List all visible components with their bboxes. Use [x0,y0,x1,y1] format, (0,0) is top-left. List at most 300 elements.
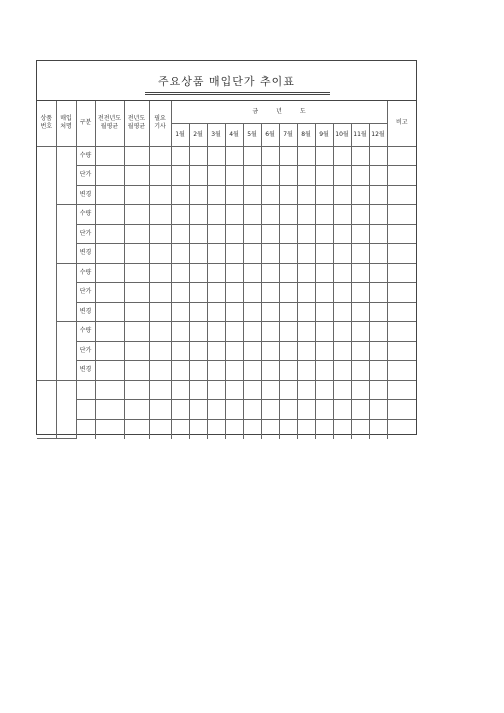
data-cell[interactable] [333,361,351,381]
data-cell[interactable] [315,322,333,342]
data-cell[interactable] [297,283,315,303]
data-cell[interactable] [387,361,416,381]
data-cell[interactable] [225,380,243,400]
data-cell[interactable] [261,224,279,244]
data-cell[interactable] [149,166,171,186]
table-row [37,400,416,420]
data-cell[interactable] [124,380,149,400]
data-cell[interactable] [387,146,416,166]
data-cell[interactable] [369,322,387,342]
data-cell[interactable] [95,400,124,420]
data-cell[interactable] [171,380,189,400]
data-cell[interactable] [315,419,333,439]
data-cell[interactable] [387,400,416,420]
data-cell[interactable] [333,244,351,264]
data-cell[interactable] [369,419,387,439]
data-cell[interactable] [369,341,387,361]
category-cell: 단가 [76,283,95,303]
data-cell[interactable] [124,361,149,381]
data-cell[interactable] [297,166,315,186]
data-cell[interactable] [369,283,387,303]
category-cell: 수량 [76,322,95,342]
data-cell[interactable] [261,361,279,381]
data-cell[interactable] [149,380,171,400]
data-cell[interactable] [315,263,333,283]
data-cell[interactable] [369,400,387,420]
data-cell[interactable] [369,302,387,322]
data-cell[interactable] [171,166,189,186]
data-cell[interactable] [279,302,297,322]
table-row [37,185,416,205]
data-cell[interactable] [124,400,149,420]
data-cell[interactable] [207,185,225,205]
header-category: 구분 [76,101,95,146]
data-cell[interactable] [207,205,225,225]
data-cell[interactable] [369,205,387,225]
header-product-no: 상품 번호 [37,101,56,146]
header-month: 10월 [333,123,351,146]
data-cell[interactable] [333,400,351,420]
data-cell[interactable] [387,166,416,186]
data-cell[interactable] [171,361,189,381]
data-cell[interactable] [95,205,124,225]
category-cell: 수량 [76,146,95,166]
data-cell[interactable] [243,361,261,381]
data-cell[interactable] [225,419,243,439]
data-cell[interactable] [261,419,279,439]
table-row [37,380,416,400]
table-row [37,166,416,186]
data-cell[interactable] [387,263,416,283]
data-cell[interactable] [351,380,369,400]
data-cell[interactable] [297,322,315,342]
category-cell: 수량 [76,205,95,225]
header-month: 12월 [369,123,387,146]
title-area [37,61,416,101]
data-cell[interactable] [124,283,149,303]
data-cell[interactable] [369,263,387,283]
supplier-cell[interactable] [56,322,76,381]
data-cell[interactable] [243,166,261,186]
data-cell[interactable] [149,302,171,322]
data-cell[interactable] [351,361,369,381]
data-cell[interactable] [189,419,207,439]
data-cell[interactable] [333,185,351,205]
data-cell[interactable] [124,341,149,361]
data-cell[interactable] [95,322,124,342]
data-cell[interactable] [279,380,297,400]
data-cell[interactable] [207,224,225,244]
data-cell[interactable] [95,283,124,303]
data-cell[interactable] [225,146,243,166]
data-cell[interactable] [124,166,149,186]
data-cell[interactable] [189,341,207,361]
data-cell[interactable] [243,341,261,361]
header-month: 6월 [261,123,279,146]
data-cell[interactable] [351,263,369,283]
data-cell[interactable] [315,205,333,225]
data-cell[interactable] [279,341,297,361]
supplier-cell[interactable] [56,263,76,322]
data-cell[interactable] [171,146,189,166]
product-no-cell[interactable] [37,146,56,380]
data-cell[interactable] [279,322,297,342]
form-sheet [36,60,417,435]
data-cell[interactable] [297,205,315,225]
data-cell[interactable] [369,185,387,205]
table-row [37,419,416,439]
data-cell[interactable] [387,302,416,322]
category-cell: 단가 [76,341,95,361]
data-cell[interactable] [207,302,225,322]
data-cell[interactable] [207,146,225,166]
data-cell[interactable] [351,419,369,439]
data-cell[interactable] [297,302,315,322]
data-cell[interactable] [207,166,225,186]
data-cell[interactable] [171,263,189,283]
data-cell[interactable] [333,146,351,166]
data-cell[interactable] [333,283,351,303]
data-cell[interactable] [261,146,279,166]
data-cell[interactable] [243,244,261,264]
data-cell[interactable] [297,341,315,361]
data-cell[interactable] [189,263,207,283]
data-cell[interactable] [95,380,124,400]
data-cell[interactable] [95,419,124,439]
header-remarks: 비고 [387,101,416,146]
data-cell[interactable] [369,166,387,186]
data-cell[interactable] [189,185,207,205]
data-cell[interactable] [149,419,171,439]
supplier-cell[interactable] [56,146,76,205]
data-cell[interactable] [279,400,297,420]
data-cell[interactable] [124,263,149,283]
data-cell[interactable] [124,302,149,322]
data-cell[interactable] [297,419,315,439]
data-cell[interactable] [124,185,149,205]
data-cell[interactable] [261,166,279,186]
data-cell[interactable] [333,224,351,244]
data-cell[interactable] [243,224,261,244]
data-cell[interactable] [387,341,416,361]
table-row [37,224,416,244]
data-cell[interactable] [369,244,387,264]
data-cell[interactable] [225,166,243,186]
data-cell[interactable] [124,146,149,166]
table-row [37,205,416,225]
data-cell[interactable] [171,224,189,244]
data-cell[interactable] [149,361,171,381]
data-cell[interactable] [315,400,333,420]
data-cell[interactable] [243,419,261,439]
data-cell[interactable] [149,322,171,342]
category-cell: 변경 [76,302,95,322]
data-cell[interactable] [171,400,189,420]
data-cell[interactable] [189,361,207,381]
data-cell[interactable] [297,400,315,420]
data-cell[interactable] [315,146,333,166]
data-cell[interactable] [279,166,297,186]
data-cell[interactable] [171,244,189,264]
data-cell[interactable] [369,224,387,244]
data-cell[interactable] [149,263,171,283]
data-cell[interactable] [149,341,171,361]
data-cell[interactable] [124,205,149,225]
data-cell[interactable] [315,185,333,205]
data-cell[interactable] [315,361,333,381]
product-no-cell[interactable] [37,380,56,439]
header-month: 1월 [171,123,189,146]
data-cell[interactable] [243,185,261,205]
data-cell[interactable] [387,224,416,244]
title-underline [145,92,330,95]
data-cell[interactable] [279,146,297,166]
category-cell [76,400,95,420]
data-cell[interactable] [351,283,369,303]
data-cell[interactable] [124,224,149,244]
data-cell[interactable] [279,263,297,283]
header-month: 9월 [315,123,333,146]
data-cell[interactable] [315,341,333,361]
data-cell[interactable] [225,244,243,264]
data-cell[interactable] [243,322,261,342]
data-cell[interactable] [225,322,243,342]
data-cell[interactable] [149,283,171,303]
data-cell[interactable] [243,205,261,225]
data-cell[interactable] [351,244,369,264]
data-cell[interactable] [243,400,261,420]
category-cell: 변경 [76,361,95,381]
data-cell[interactable] [189,244,207,264]
data-cell[interactable] [95,341,124,361]
data-cell[interactable] [207,419,225,439]
table-row [37,263,416,283]
data-cell[interactable] [189,146,207,166]
data-cell[interactable] [95,224,124,244]
data-cell[interactable] [315,224,333,244]
data-cell[interactable] [261,302,279,322]
data-cell[interactable] [189,283,207,303]
data-cell[interactable] [261,283,279,303]
data-cell[interactable] [279,361,297,381]
data-cell[interactable] [124,244,149,264]
data-cell[interactable] [351,302,369,322]
header-notes: 필요 기사 [149,101,171,146]
data-cell[interactable] [261,205,279,225]
data-cell[interactable] [387,185,416,205]
data-cell[interactable] [207,361,225,381]
form-title: 주요상품 매입단가 추이표 [158,75,295,88]
data-cell[interactable] [243,380,261,400]
data-cell[interactable] [189,166,207,186]
supplier-cell[interactable] [56,380,76,439]
data-cell[interactable] [369,361,387,381]
header-current-year: 금 년 도 [171,101,387,123]
data-cell[interactable] [225,185,243,205]
data-cell[interactable] [243,263,261,283]
data-cell[interactable] [297,224,315,244]
table-row [37,341,416,361]
data-cell[interactable] [315,244,333,264]
data-cell[interactable] [279,244,297,264]
data-cell[interactable] [207,400,225,420]
data-cell[interactable] [297,244,315,264]
data-cell[interactable] [95,185,124,205]
data-cell[interactable] [189,224,207,244]
data-cell[interactable] [387,283,416,303]
data-cell[interactable] [297,263,315,283]
header-month: 4월 [225,123,243,146]
data-cell[interactable] [124,419,149,439]
data-cell[interactable] [297,361,315,381]
category-cell: 변경 [76,244,95,264]
data-cell[interactable] [297,146,315,166]
data-cell[interactable] [243,283,261,303]
table-row [37,283,416,303]
data-cell[interactable] [333,205,351,225]
data-cell[interactable] [225,205,243,225]
data-cell[interactable] [207,341,225,361]
table-row [37,322,416,342]
data-cell[interactable] [189,380,207,400]
data-cell[interactable] [261,341,279,361]
data-cell[interactable] [387,205,416,225]
header-month: 3월 [207,123,225,146]
data-cell[interactable] [95,263,124,283]
data-cell[interactable] [315,302,333,322]
data-cell[interactable] [351,166,369,186]
data-cell[interactable] [171,302,189,322]
data-cell[interactable] [315,283,333,303]
header-supplier: 매입 처명 [56,101,76,146]
data-cell[interactable] [333,419,351,439]
data-cell[interactable] [261,400,279,420]
data-cell[interactable] [243,146,261,166]
data-cell[interactable] [261,322,279,342]
data-cell[interactable] [279,224,297,244]
data-cell[interactable] [149,185,171,205]
table-row [37,302,416,322]
data-cell[interactable] [95,146,124,166]
data-cell[interactable] [95,302,124,322]
data-cell[interactable] [149,205,171,225]
header-month: 7월 [279,123,297,146]
header-month: 11월 [351,123,369,146]
data-cell[interactable] [189,205,207,225]
data-cell[interactable] [297,380,315,400]
data-cell[interactable] [333,341,351,361]
data-cell[interactable] [369,146,387,166]
category-cell: 단가 [76,166,95,186]
header-prev-prev-year: 전전년도 월평균 [95,101,124,146]
data-cell[interactable] [297,185,315,205]
price-trend-table [37,101,416,439]
data-cell[interactable] [243,302,261,322]
data-cell[interactable] [387,419,416,439]
data-cell[interactable] [279,283,297,303]
data-cell[interactable] [207,283,225,303]
data-cell[interactable] [171,185,189,205]
category-cell: 수량 [76,263,95,283]
data-cell[interactable] [225,361,243,381]
data-cell[interactable] [189,302,207,322]
data-cell[interactable] [171,283,189,303]
data-cell[interactable] [387,244,416,264]
data-cell[interactable] [207,263,225,283]
data-cell[interactable] [207,380,225,400]
header-month: 8월 [297,123,315,146]
header-month: 5월 [243,123,261,146]
data-cell[interactable] [279,185,297,205]
data-cell[interactable] [171,341,189,361]
data-cell[interactable] [333,166,351,186]
table-row [37,244,416,264]
data-cell[interactable] [261,185,279,205]
data-cell[interactable] [207,244,225,264]
data-cell[interactable] [279,419,297,439]
data-cell[interactable] [351,322,369,342]
data-cell[interactable] [351,224,369,244]
data-cell[interactable] [315,166,333,186]
data-cell[interactable] [189,322,207,342]
data-cell[interactable] [333,263,351,283]
data-cell[interactable] [225,400,243,420]
data-cell[interactable] [387,322,416,342]
data-cell[interactable] [315,380,333,400]
data-cell[interactable] [95,361,124,381]
category-cell: 변경 [76,185,95,205]
header-month: 2월 [189,123,207,146]
data-cell[interactable] [189,400,207,420]
data-cell[interactable] [333,380,351,400]
data-cell[interactable] [351,205,369,225]
header-row-1 [37,101,416,123]
data-cell[interactable] [171,419,189,439]
data-cell[interactable] [333,302,351,322]
data-cell[interactable] [149,146,171,166]
table-row [37,361,416,381]
data-cell[interactable] [149,244,171,264]
header-prev-year: 전년도 월평균 [124,101,149,146]
data-cell[interactable] [149,400,171,420]
data-cell[interactable] [149,224,171,244]
data-cell[interactable] [225,283,243,303]
data-cell[interactable] [387,380,416,400]
data-cell[interactable] [351,146,369,166]
data-cell[interactable] [351,400,369,420]
data-cell[interactable] [225,341,243,361]
data-cell[interactable] [207,322,225,342]
data-cell[interactable] [225,263,243,283]
data-cell[interactable] [124,322,149,342]
data-cell[interactable] [171,322,189,342]
data-cell[interactable] [351,341,369,361]
category-cell [76,380,95,400]
data-cell[interactable] [279,205,297,225]
data-cell[interactable] [225,302,243,322]
data-cell[interactable] [261,263,279,283]
data-cell[interactable] [369,380,387,400]
data-cell[interactable] [95,166,124,186]
data-cell[interactable] [333,322,351,342]
data-cell[interactable] [261,380,279,400]
data-cell[interactable] [351,185,369,205]
data-cell[interactable] [261,244,279,264]
supplier-cell[interactable] [56,205,76,264]
data-cell[interactable] [171,205,189,225]
data-cell[interactable] [225,224,243,244]
data-cell[interactable] [95,244,124,264]
